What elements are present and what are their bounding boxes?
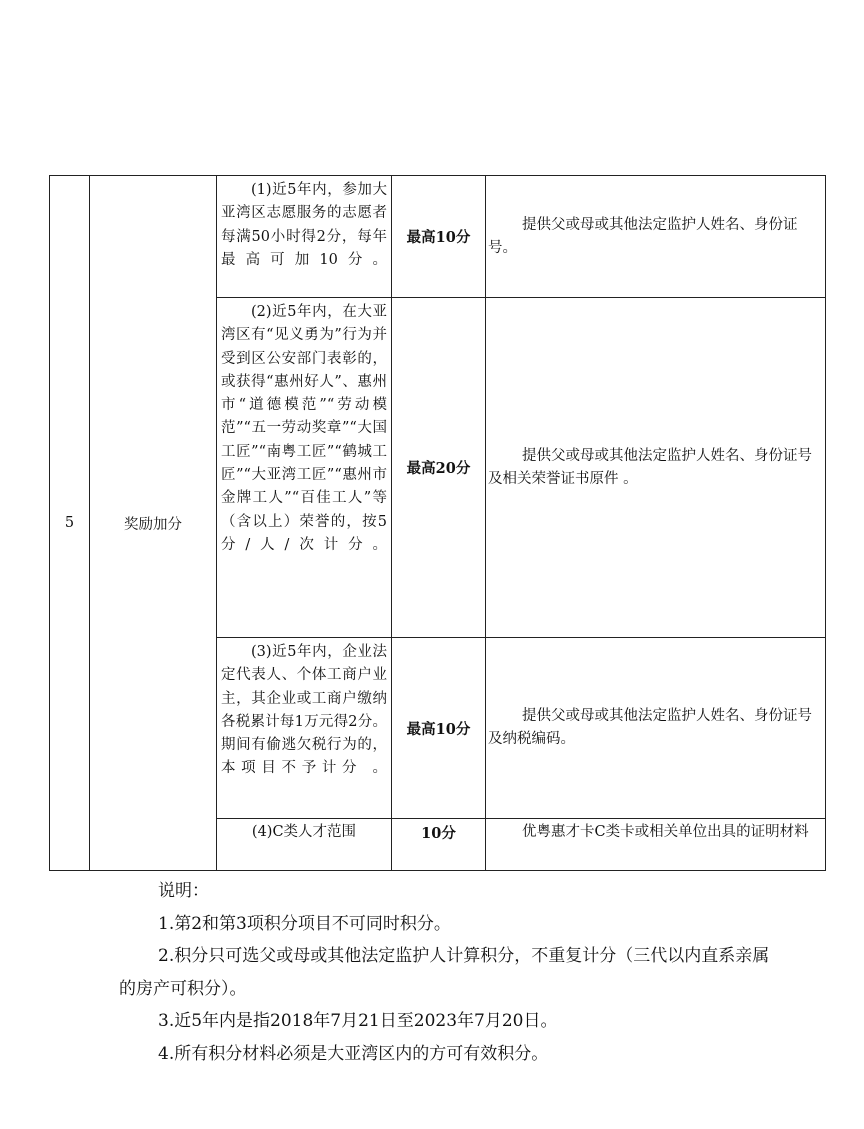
note-item: 1.第2和第3项积分项目不可同时积分。	[158, 913, 451, 934]
table-row	[50, 176, 826, 298]
item-cell	[217, 298, 392, 638]
doc-cell	[486, 819, 826, 871]
item-cell: (4)C类人才范围	[217, 819, 392, 871]
note-item: 4.所有积分材料必须是大亚湾区内的方可有效积分。	[158, 1043, 549, 1064]
row-index: 5	[50, 176, 90, 871]
doc-cell	[486, 298, 826, 638]
notes-section	[119, 875, 779, 1070]
score-cell: 10分	[392, 819, 486, 871]
notes-title: 说明：	[158, 881, 209, 901]
doc-cell	[486, 176, 826, 298]
note-item: 2.积分只可选父或母或其他法定监护人计算积分，不重复计分（三代以内直系亲属的房产可积分）。	[119, 946, 770, 999]
score-cell: 最高10分	[392, 638, 486, 819]
item-text: (1)近5年内，参加大亚湾区志愿服务的志愿者每满50小时得2分，每年最高可加10分。	[221, 182, 387, 268]
doc-text: 提供父或母或其他法定监护人姓名、身份证号及相关荣誉证书原件 。	[488, 447, 812, 487]
note-item: 3.近5年内是指2018年7月21日至2023年7月20日。	[158, 1011, 558, 1031]
category-cell: 奖励加分	[90, 176, 217, 871]
doc-cell	[486, 638, 826, 819]
item-cell	[217, 176, 392, 298]
doc-text: 提供父或母或其他法定监护人姓名、身份证号。	[488, 216, 798, 256]
doc-text: 提供父或母或其他法定监护人姓名、身份证号及纳税编码。	[488, 708, 812, 747]
item-cell	[217, 638, 392, 819]
score-cell: 最高20分	[392, 298, 486, 638]
doc-text: 优粤惠才卡C类卡或相关单位出具的证明材料	[522, 824, 809, 840]
item-text: (3)近5年内，企业法定代表人、个体工商户业主，其企业或工商户缴纳各税累计每1万元得2分。期间有偷逃欠税行为的，本项目不予计分 。	[221, 644, 387, 777]
item-text: (2)近5年内，在大亚湾区有“见义勇为”行为并受到区公安部门表彰的，或获得“惠州好人”、惠州市“道德模范”“劳动模范”“五一劳动奖章”“大国工匠”“南粤工匠”“鹤城工匠”“大亚湾工匠”“惠州市金牌工人”“百佳工人”等（含以上）荣誉的，按5分/人/次计分。	[221, 304, 387, 553]
score-table	[49, 175, 826, 871]
score-cell: 最高10分	[392, 176, 486, 298]
